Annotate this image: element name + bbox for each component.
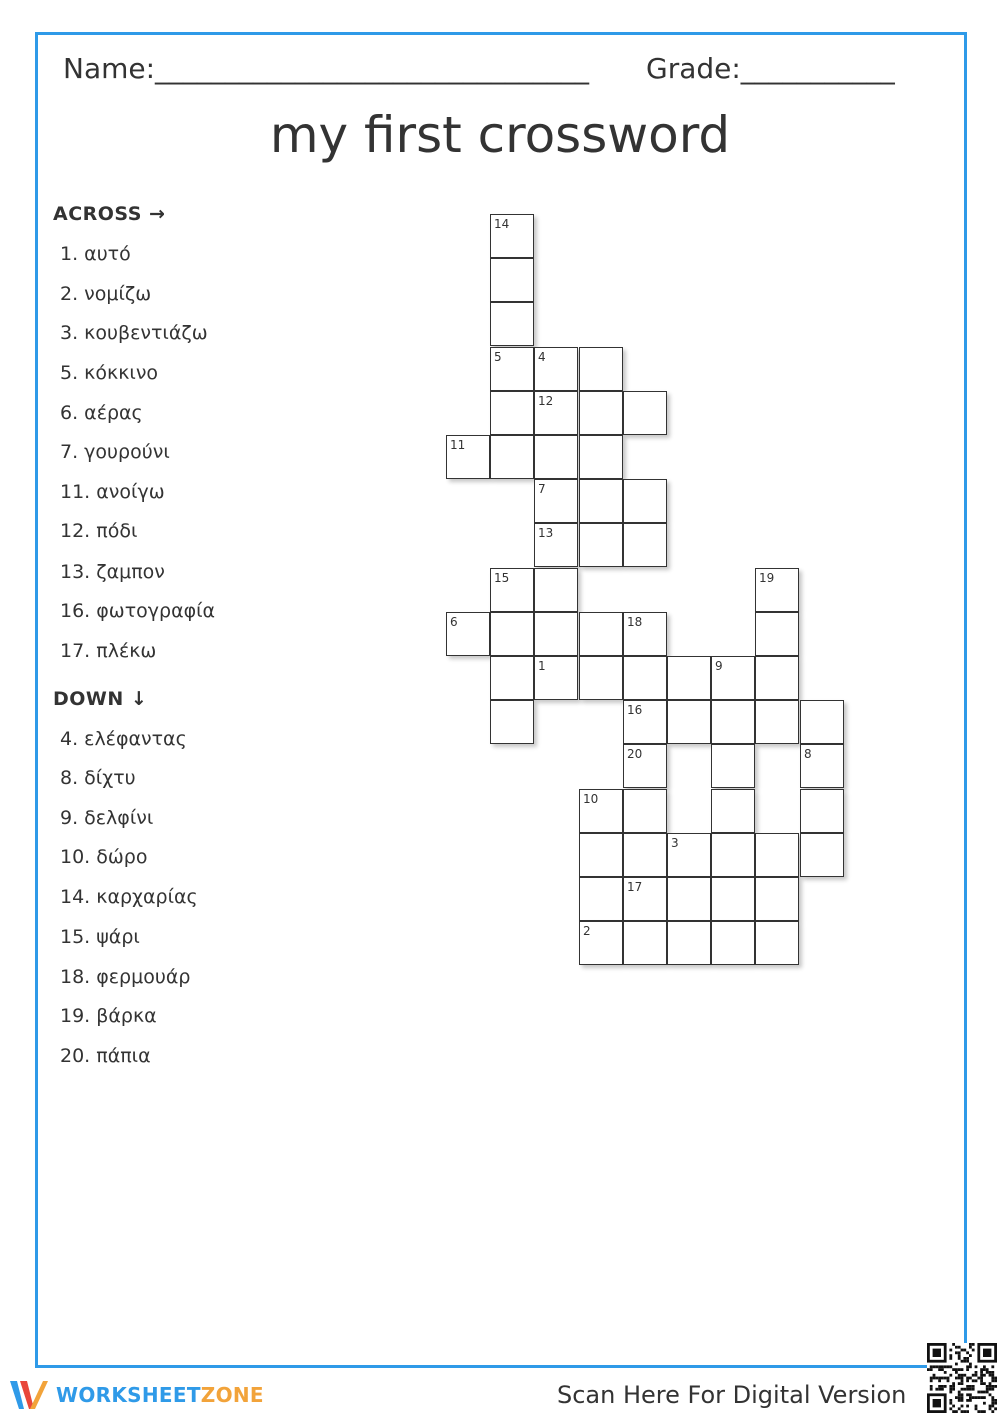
clue-item: 15. ψάρι <box>60 926 140 948</box>
grade-field[interactable]: Grade:___________ <box>646 52 895 85</box>
clue-item: 17. πλέκω <box>60 640 157 662</box>
clue-number: 5 <box>494 350 502 364</box>
clue-item: 14. καρχαρίας <box>60 886 198 908</box>
clue-number: 10 <box>583 792 599 806</box>
worksheetzone-logo-icon <box>8 1377 52 1413</box>
name-field[interactable]: Name:_______________________________ <box>63 52 590 85</box>
clue-number: 15 <box>494 571 510 585</box>
clue-item: 4. ελέφαντας <box>60 728 187 750</box>
clue-number: 18 <box>627 615 643 629</box>
brand-name <box>56 1383 264 1407</box>
clue-number: 19 <box>759 571 775 585</box>
clue-number: 2 <box>583 924 591 938</box>
qr-code-icon[interactable] <box>927 1343 997 1413</box>
clue-number: 13 <box>538 526 554 540</box>
clue-item: 13. ζαμπον <box>60 561 165 583</box>
clue-item: 16. φωτογραφία <box>60 600 216 622</box>
clue-number: 14 <box>494 217 510 231</box>
clue-item: 9. δελφίνι <box>60 807 154 829</box>
clue-number: 17 <box>627 880 643 894</box>
down-heading: DOWN ↓ <box>53 688 148 710</box>
brand-name-part2: ZONE <box>200 1383 264 1407</box>
clue-item: 7. γουρούνι <box>60 441 170 463</box>
clue-item: 18. φερμουάρ <box>60 966 191 988</box>
scan-caption: Scan Here For Digital Version <box>557 1381 907 1409</box>
clue-item: 20. πάπια <box>60 1045 151 1067</box>
clue-number: 20 <box>627 747 643 761</box>
clue-item: 12. πόδι <box>60 520 138 542</box>
clue-number: 4 <box>538 350 546 364</box>
clue-number: 9 <box>715 659 723 673</box>
clue-item: 10. δώρο <box>60 846 148 868</box>
page-title: my first crossword <box>269 106 731 164</box>
page-border <box>35 32 967 1368</box>
clue-item: 6. αέρας <box>60 402 143 424</box>
clue-item: 5. κόκκινο <box>60 362 159 384</box>
clue-number: 12 <box>538 394 554 408</box>
brand-name-part1: WORKSHEET <box>56 1383 201 1407</box>
brand-logo[interactable] <box>8 1376 264 1414</box>
clue-number: 7 <box>538 482 546 496</box>
clue-number: 16 <box>627 703 643 717</box>
clue-item: 8. δίχτυ <box>60 767 136 789</box>
clue-item: 19. βάρκα <box>60 1005 157 1027</box>
clue-number: 8 <box>804 747 812 761</box>
clue-item: 3. κουβεντιάζω <box>60 322 208 344</box>
clue-item: 11. ανοίγω <box>60 481 165 503</box>
clue-number: 6 <box>450 615 458 629</box>
clue-number: 11 <box>450 438 466 452</box>
clue-number: 1 <box>538 659 546 673</box>
clue-number: 3 <box>671 836 679 850</box>
clue-item: 2. νομίζω <box>60 283 152 305</box>
clue-item: 1. αυτό <box>60 243 131 265</box>
across-heading: ACROSS → <box>53 203 166 225</box>
